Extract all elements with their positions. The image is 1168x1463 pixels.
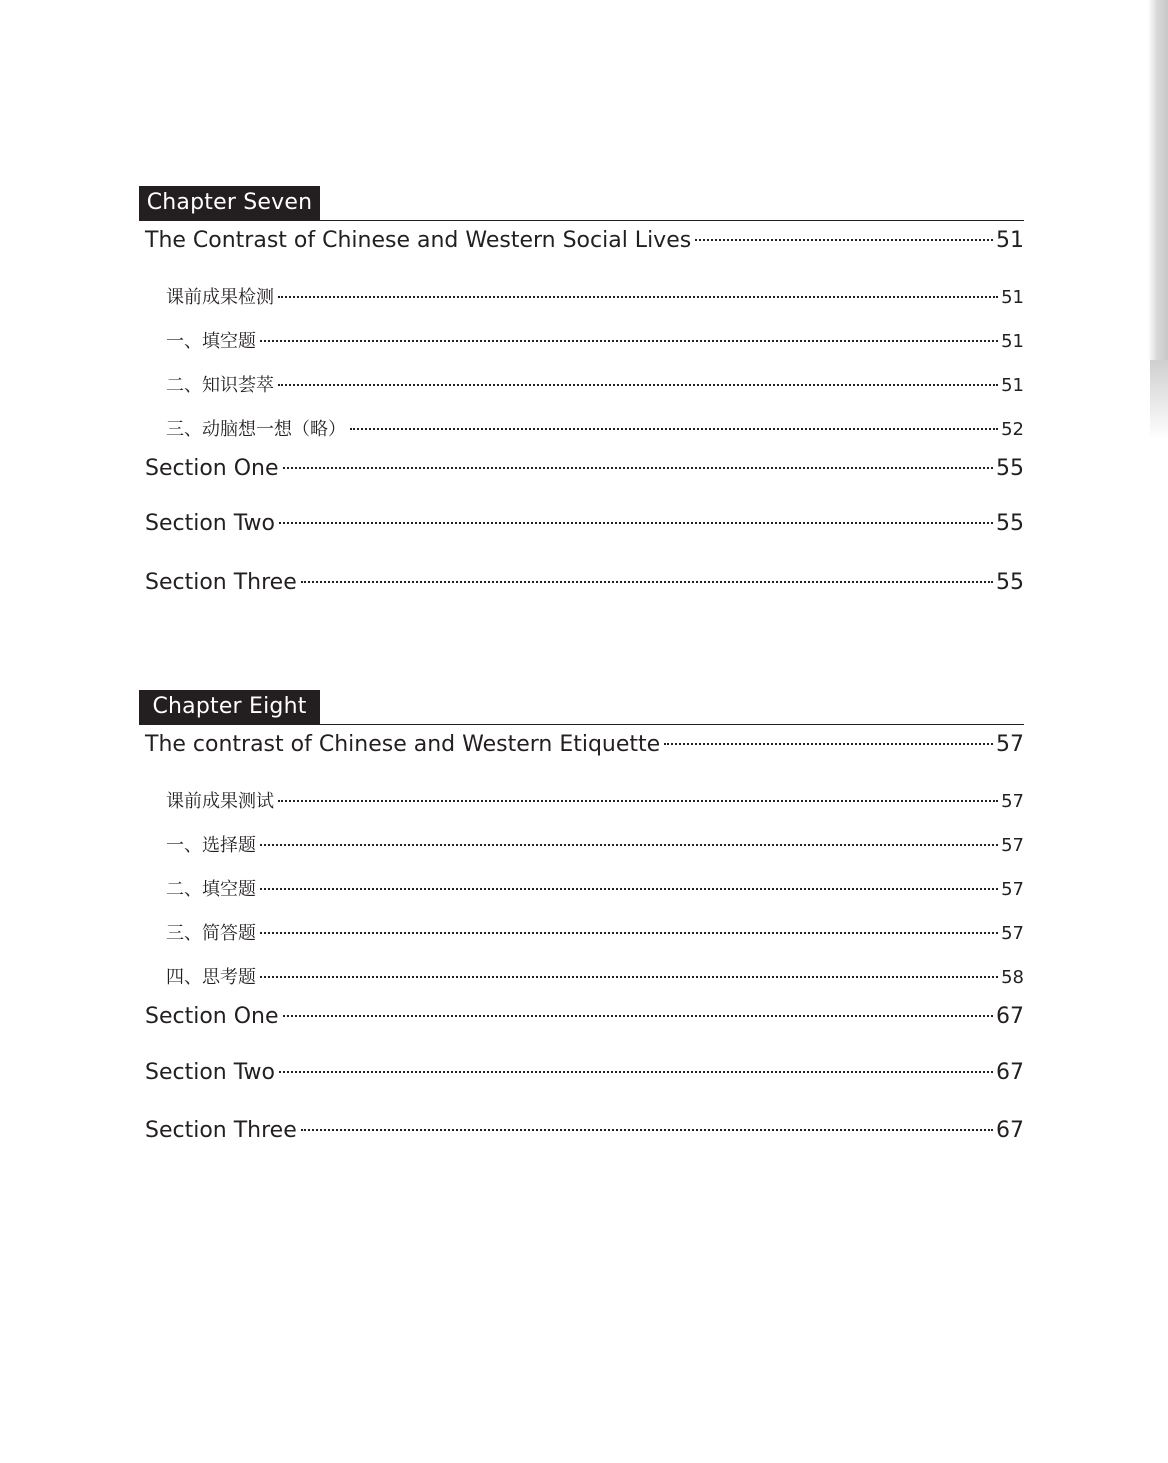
toc-page-number: 67 [996,1004,1024,1029]
toc-entry-text: Section Three [145,570,297,595]
dot-leader [279,522,993,524]
toc-page-number: 57 [1001,791,1024,812]
dot-leader [350,428,998,430]
page-edge-shadow [1148,0,1168,360]
dot-leader [278,296,998,298]
chapter-seven-block [139,186,1024,595]
dot-leader [278,384,998,386]
toc-entry-text: Section Two [145,1060,275,1085]
toc-page-number: 55 [996,570,1024,595]
toc-subentry[interactable] [166,283,1024,309]
toc-entry-text: 一、填空题 [166,331,256,352]
toc-subentry[interactable] [166,415,1024,441]
toc-entry-section[interactable] [145,1004,1024,1029]
dot-leader [695,239,993,241]
toc-page-number: 57 [1001,835,1024,856]
chapter-label: Chapter Eight [139,690,320,724]
dot-leader [260,888,998,890]
toc-entry-text: 课前成果测试 [166,791,274,812]
toc-entry-text: 三、动脑想一想（略） [166,419,346,440]
toc-subentry[interactable] [166,327,1024,353]
toc-subentry[interactable] [166,919,1024,945]
toc-subentry[interactable] [166,875,1024,901]
toc-page-number: 51 [1001,375,1024,396]
dot-leader [260,340,998,342]
toc-subentry[interactable] [166,963,1024,989]
toc-entry-section[interactable] [145,1060,1024,1085]
toc-entry-section[interactable] [145,570,1024,595]
toc-page-number: 58 [1001,967,1024,988]
chapter-eight-block [139,690,1024,1143]
toc-page-number: 57 [1001,879,1024,900]
toc-entry-text: 二、知识荟萃 [166,375,274,396]
dot-leader [283,1015,993,1017]
toc-entry-text: Section Two [145,511,275,536]
dot-leader [278,800,998,802]
toc-entry-section[interactable] [145,1118,1024,1143]
toc-entry-chapter-title[interactable] [145,228,1024,253]
dot-leader [260,932,998,934]
toc-page-number: 51 [1001,331,1024,352]
toc-subentry[interactable] [166,787,1024,813]
toc-entry-chapter-title[interactable] [145,732,1024,757]
toc-page-number: 55 [996,456,1024,481]
toc-page-number: 57 [996,732,1024,757]
toc-page-number: 55 [996,511,1024,536]
toc-entry-section[interactable] [145,456,1024,481]
toc-entry-text: 二、填空题 [166,879,256,900]
chapter-header [139,186,1024,221]
toc-page-number: 57 [1001,923,1024,944]
toc-subentry[interactable] [166,831,1024,857]
dot-leader [301,1129,993,1131]
dot-leader [664,743,993,745]
toc-entry-text: The Contrast of Chinese and Western Social Lives [145,228,692,253]
toc-page-number: 67 [996,1118,1024,1143]
toc-subentry[interactable] [166,371,1024,397]
toc-page-number: 51 [996,228,1024,253]
dot-leader [301,581,993,583]
chapter-header [139,690,1024,725]
dot-leader [283,467,993,469]
toc-page-number: 52 [1001,419,1024,440]
dot-leader [260,976,998,978]
toc-entry-section[interactable] [145,511,1024,536]
chapter-label: Chapter Seven [139,186,320,220]
toc-entry-text: Section One [145,456,279,481]
toc-entry-text: 课前成果检测 [166,287,274,308]
toc-page-number: 67 [996,1060,1024,1085]
toc-entry-text: 三、简答题 [166,923,256,944]
toc-entry-text: The contrast of Chinese and Western Etiquette [145,732,661,757]
dot-leader [260,844,998,846]
toc-entry-text: Section Three [145,1118,297,1143]
toc-entry-text: Section One [145,1004,279,1029]
toc-entry-text: 四、思考题 [166,967,256,988]
toc-entry-text: 一、选择题 [166,835,256,856]
dot-leader [279,1071,993,1073]
toc-page-number: 51 [1001,287,1024,308]
